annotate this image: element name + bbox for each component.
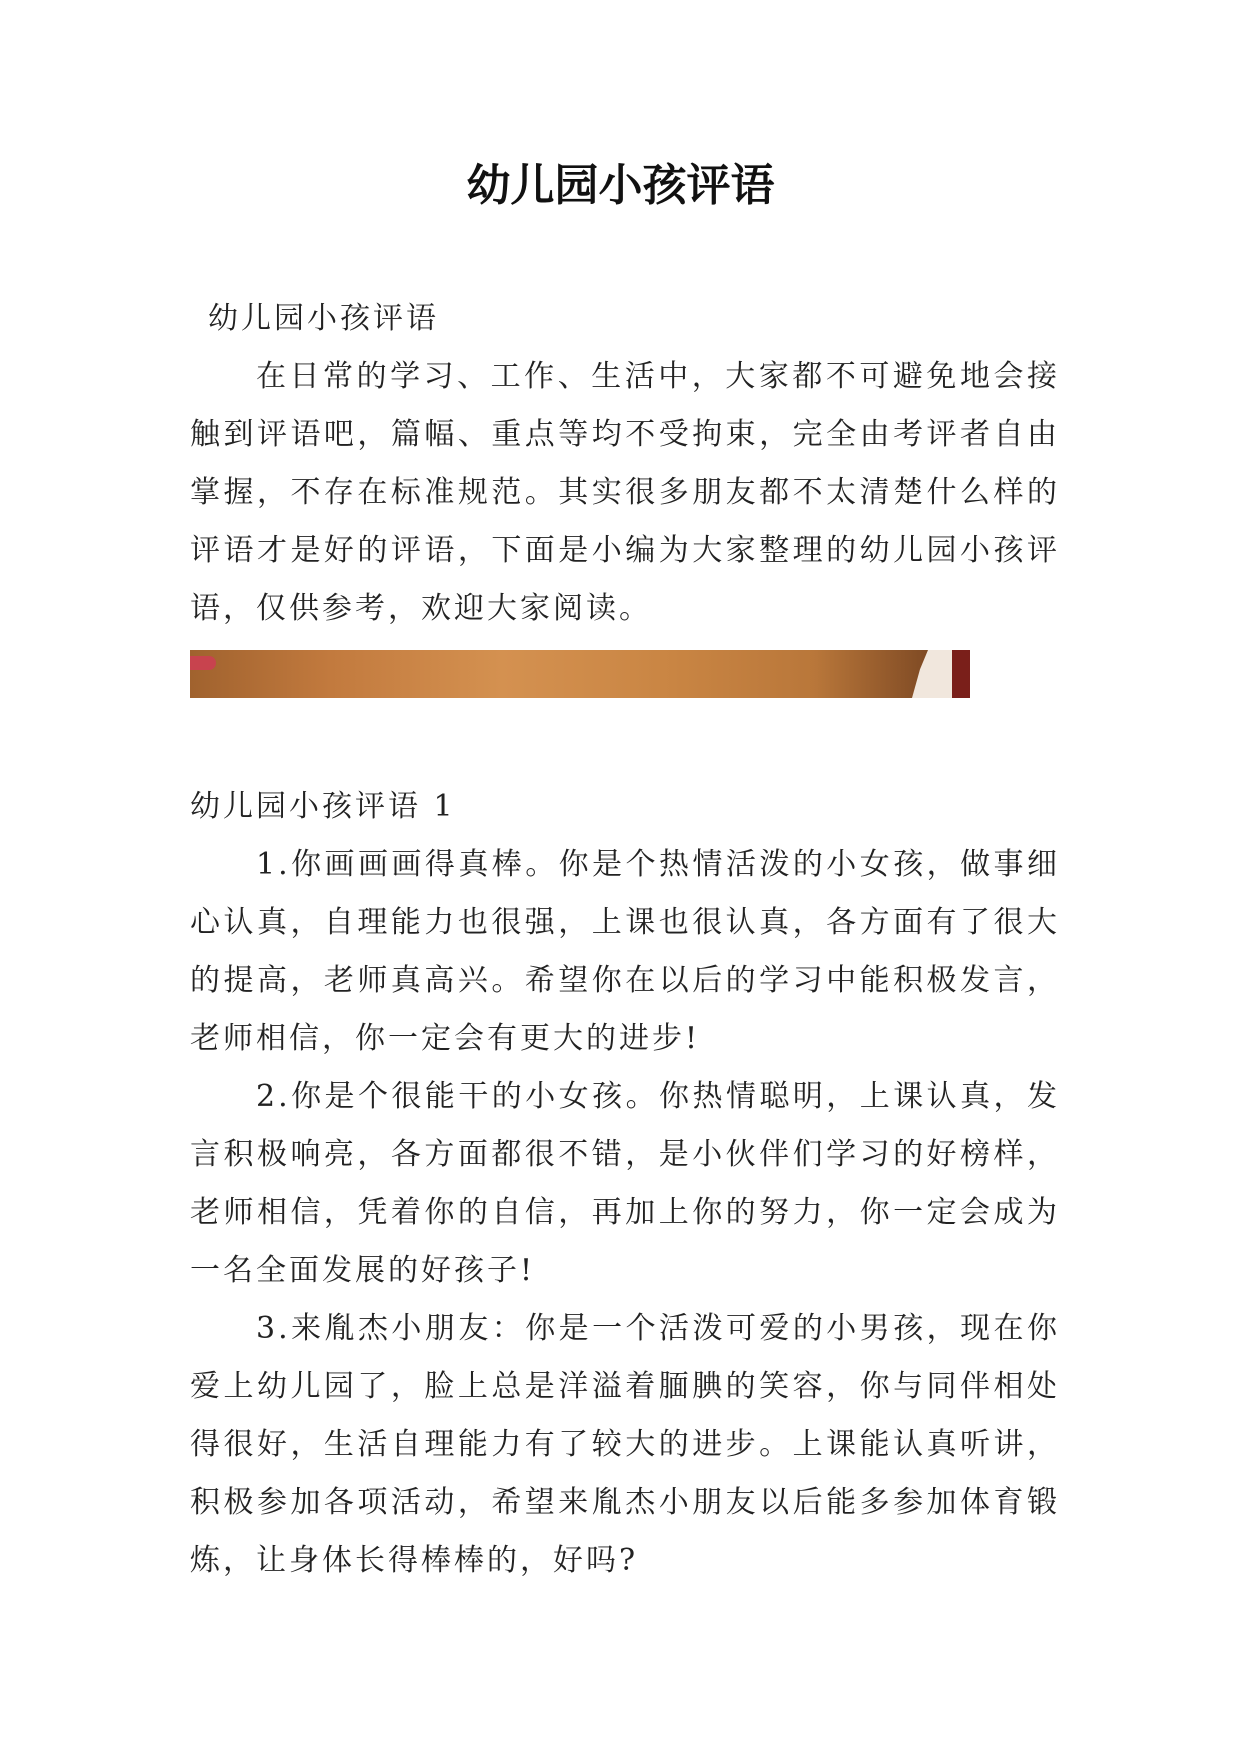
document-subtitle: 幼儿园小孩评语 [208, 301, 439, 336]
photo-detail [190, 656, 216, 670]
section-title: 幼儿园小孩评语 1 [190, 789, 456, 824]
intro-paragraph: 在日常的学习、工作、生活中，大家都不可避免地会接触到评语吧，篇幅、重点等均不受拘束，完全由考评者自由掌握，不存在标准规范。其实很多朋友都不太清楚什么样的评语才是好的评语，下面是小编为大家整理的幼儿园小孩评语，仅供参考，欢迎大家阅读。 [190, 359, 1060, 626]
comment-item: 3.来胤杰小朋友：你是一个活泼可爱的小男孩，现在你爱上幼儿园了，脸上总是洋溢着腼腆的笑容，你与同伴相处得很好，生活自理能力有了较大的进步。上课能认真听讲，积极参加各项活动，希望来胤杰小朋友以后能多参加体育锻炼，让身体长得棒棒的，好吗? [190, 1311, 1060, 1578]
document-title: 幼儿园小孩评语 [466, 160, 775, 211]
photo-detail [952, 650, 970, 698]
photo-detail [912, 650, 952, 698]
document-body [190, 290, 1060, 1590]
comment-item: 2.你是个很能干的小女孩。你热情聪明，上课认真，发言积极响亮，各方面都很不错，是小伙伴们学习的好榜样，老师相信，凭着你的自信，再加上你的努力，你一定会成为一名全面发展的好孩子! [190, 1079, 1060, 1288]
comment-item: 1.你画画画得真棒。你是个热情活泼的小女孩，做事细心认真，自理能力也很强，上课也很认真，各方面有了很大的提高，老师真高兴。希望你在以后的学习中能积极发言，老师相信，你一定会有更大的进步! [190, 847, 1060, 1056]
photo-image [190, 650, 970, 698]
